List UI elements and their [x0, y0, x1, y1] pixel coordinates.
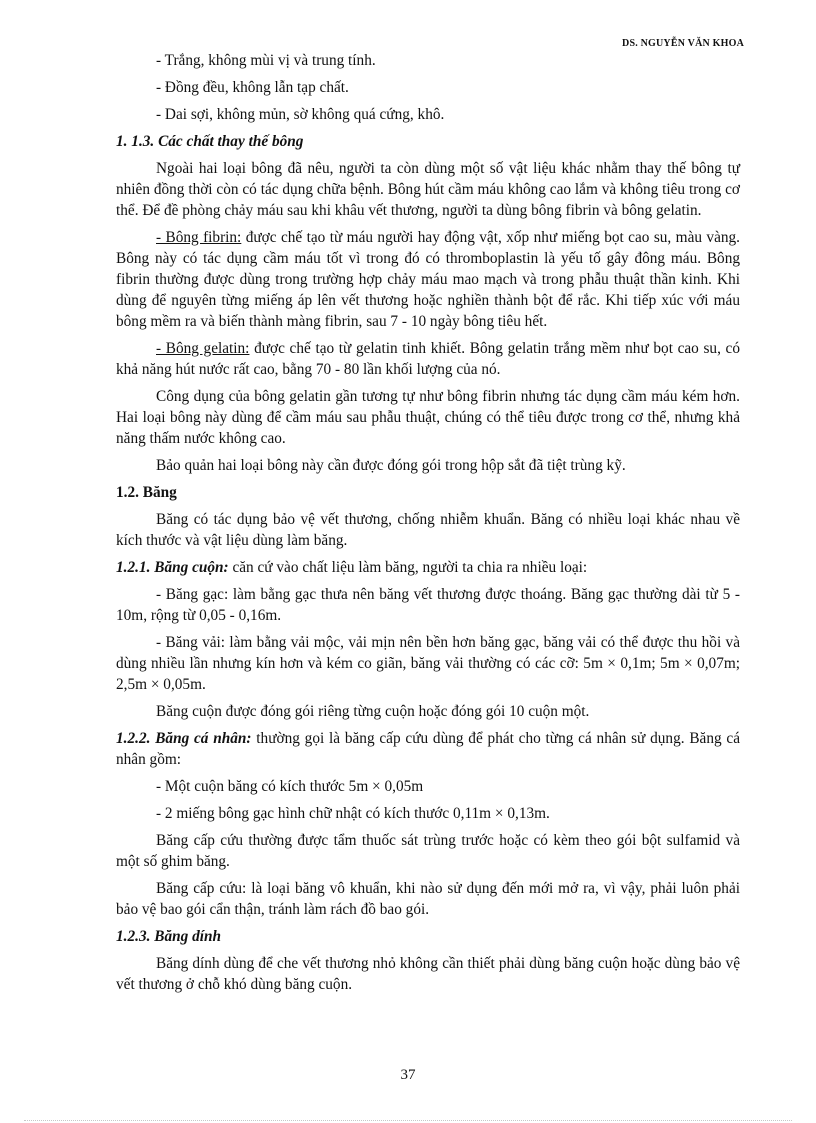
paragraph-first-aid: Băng cấp cứu thường được tẩm thuốc sát trùng trước hoặc có kèm theo gói bột sulfamid và một số ghim băng.	[116, 832, 740, 870]
paragraph-gelatin	[116, 338, 740, 380]
running-header-author: DS. NGUYỄN VĂN KHOA	[622, 38, 744, 49]
paragraph-packaging: Băng cuộn được đóng gói riêng từng cuộn hoặc đóng gói 10 cuộn một.	[156, 703, 590, 720]
paragraph-rolled-bandage	[116, 557, 740, 578]
page-number: 37	[400, 1067, 416, 1083]
text-gelatin: được chế tạo từ gelatin tinh khiết. Bông gelatin trắng mềm như bọt cao su, có khả năng hút nước rất cao, bằng 70 - 80 lần khối lượng của nó.	[116, 340, 740, 378]
paragraph-fibrin	[116, 227, 740, 332]
section-heading-1-2: 1.2. Băng	[116, 484, 177, 501]
paragraph-substitutes: Ngoài hai loại bông đã nêu, người ta còn dùng một số vật liệu khác nhằm thay thế bông tự nhiên đồng thời còn có tác dụng chữa bệnh. Bông hút cầm máu không cao lắm và không tiêu trong cơ thể. Để đề phòng chảy máu sau khi khâu vết thương, người ta dùng bông fibrin và bông gelatin.	[116, 160, 740, 219]
footer-divider	[24, 1120, 792, 1121]
text-personal-bandage: thường gọi là băng cấp cứu dùng để phát cho từng cá nhân sử dụng. Băng cá nhân gồm:	[116, 730, 740, 768]
bullet-uniform: - Đồng đều, không lẫn tạp chất.	[156, 79, 349, 96]
paragraph-gauze-bandage: - Băng gạc: làm bằng gạc thưa nên băng vết thương được thoáng. Băng gạc thường dài từ 5 - 10m, rộng từ 0,05 - 0,16m.	[116, 586, 740, 624]
term-fibrin: - Bông fibrin:	[156, 229, 242, 246]
bullet-roll: - Một cuộn băng có kích thước 5m × 0,05m	[156, 778, 424, 795]
section-heading-1-2-3: 1.2.3. Băng dính	[116, 928, 221, 945]
text-rolled-bandage: căn cứ vào chất liệu làm băng, người ta chia ra nhiều loại:	[228, 559, 588, 576]
page-body	[116, 48, 740, 995]
heading-1-2-1: 1.2.1. Băng cuộn:	[116, 559, 229, 576]
term-gelatin: - Bông gelatin:	[156, 340, 250, 357]
bullet-fibrous: - Dai sợi, không mủn, sờ không quá cứng, khô.	[156, 106, 445, 123]
paragraph-bandage-intro: Băng có tác dụng bảo vệ vết thương, chống nhiễm khuẩn. Băng có nhiều loại khác nhau về kích thước và vật liệu dùng làm băng.	[116, 511, 740, 549]
bullet-gauze-pads: - 2 miếng bông gạc hình chữ nhật có kích thước 0,11m × 0,13m.	[156, 805, 550, 822]
section-heading-1-1-3: 1. 1.3. Các chất thay thế bông	[116, 133, 304, 150]
bullet-white: - Trắng, không mùi vị và trung tính.	[156, 52, 376, 69]
paragraph-personal-bandage	[116, 728, 740, 770]
paragraph-first-aid-sterile: Băng cấp cứu: là loại băng vô khuẩn, khi nào sử dụng đến mới mở ra, vì vậy, phải luôn phải bảo vệ bao gói cẩn thận, tránh làm rách đồ bao gói.	[116, 880, 740, 918]
text-fibrin: được chế tạo từ máu người hay động vật, xốp như miếng bọt cao su, màu vàng. Bông này có tác dụng cầm máu tốt vì trong đó có thromboplastin là yếu tố gây đông máu. Bông fibrin thường được dùng trong trường hợp chảy máu mao mạch và trong phẫu thuật thần kinh. Khi dùng để nguyên từng miếng áp lên vết thương hoặc nghiền thành bột để rắc. Khi tiếp xúc với máu bông mềm ra và biến thành màng fibrin, sau 7 - 10 ngày bông tiêu hết.	[116, 229, 740, 330]
paragraph-cloth-bandage: - Băng vải: làm bằng vải mộc, vải mịn nên bền hơn băng gạc, băng vải có thể được thu hồi và dùng nhiều lần nhưng kín hơn và kém co giãn, băng vải thường có các cỡ: 5m × 0,1m; 5m × 0,07m; 2,5m × 0,05m.	[116, 634, 740, 693]
paragraph-storage: Bảo quản hai loại bông này cần được đóng gói trong hộp sắt đã tiệt trùng kỹ.	[156, 457, 626, 474]
heading-1-2-2: 1.2.2. Băng cá nhân:	[116, 730, 252, 747]
paragraph-gelatin-usage: Công dụng của bông gelatin gần tương tự như bông fibrin nhưng tác dụng cầm máu kém hơn. Hai loại bông này dùng để cầm máu sau phẫu thuật, chúng có thể tiêu được trong cơ thể, nhưng khả năng thấm nước không cao.	[116, 388, 740, 447]
paragraph-adhesive: Băng dính dùng để che vết thương nhỏ không cần thiết phải dùng băng cuộn hoặc dùng bảo vệ vết thương ở chỗ khó dùng băng cuộn.	[116, 955, 740, 993]
